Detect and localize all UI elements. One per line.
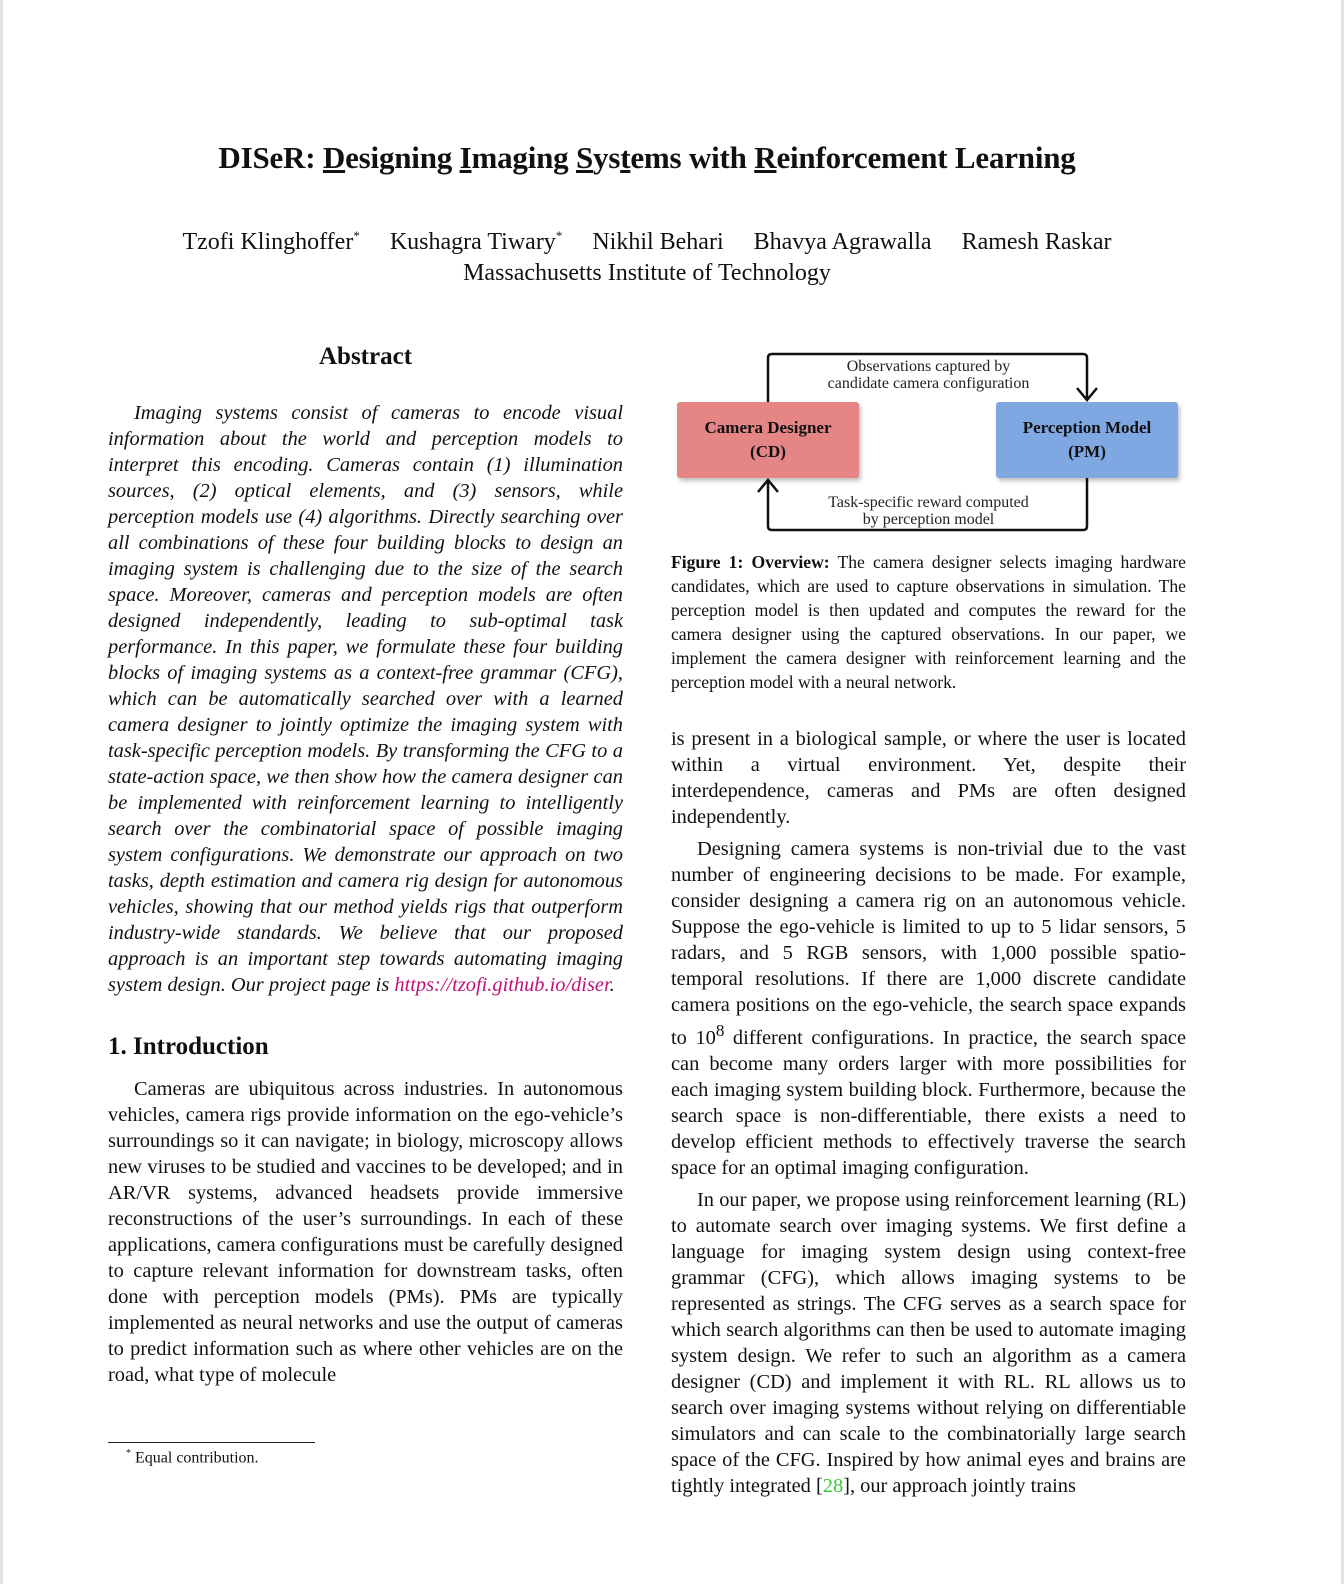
paragraph-proposal: In our paper, we propose using reinforcement learning (RL) to automate search over imaging systems. We first define a language for imaging system design using context-free grammar (CFG), which allows imaging systems to be represented as strings. The CFG serves as a search space for which search algorithms can then be used to automate imaging system design. We refer to such an algorithm as a camera designer (CD) and implement it with RL. RL allows us to search over imaging systems without relying on differentiable simulators and can scale to the combinatorially large search space of the CFG. Inspired by how animal eyes and brains are tightly integrated [28], our approach jointly trains <box>671 1188 1186 1497</box>
author: Kushagra Tiwary* <box>389 228 563 255</box>
footnote: * Equal contribution. <box>126 1448 259 1467</box>
abstract-heading: Abstract <box>318 343 413 370</box>
reward-label: Task-specific reward computed by perception model <box>828 494 1029 528</box>
project-page-link[interactable]: https://tzofi.github.io/diser <box>394 974 610 996</box>
continued-paragraph: is present in a biological sample, or where the user is located within a virtual environment. Yet, despite their interdependence, cameras and PMs are often designed independently. <box>671 728 1186 828</box>
author: Tzofi Klinghoffer* <box>182 228 360 255</box>
left-column <box>108 342 623 1394</box>
observations-label: Observations captured by candidate camera configuration <box>827 358 1030 392</box>
overview-figure <box>671 342 1186 532</box>
author: Bhavya Agrawalla <box>753 229 932 255</box>
paragraph-search-space: Designing camera systems is non-trivial due to the vast number of engineering decisions to be made. For example, consider designing a camera rig on an autonomous vehicle. Suppose the ego-vehicle is limited to up to 5 lidar sensors, 5 radars, and 5 RGB sensors, with 1,000 possible spatio-temporal resolutions. If there are 1,000 discrete candidate camera positions on the ego-vehicle, the search space expands to $10^8$ different configurations. In practice, the search space can become many orders larger with more possibilities for each imaging system building block. Furthermore, because the search space is non-differentiable, there exists a need to develop efficient methods to effectively traverse the search space for an optimal imaging configuration. <box>671 838 1186 1179</box>
figure-caption: Figure 1: Overview: The camera designer selects imaging hardware candidates, which are used to capture observations in simulation. The perception model is then updated and computes the reward for the camera designer using the captured observations. In our paper, we implement the camera designer with reinforcement learning and the perception model with a neural network. <box>671 552 1186 692</box>
author: Ramesh Raskar <box>961 229 1112 255</box>
abstract-body: Imaging systems consist of cameras to encode visual information about the world and perception models to interpret this encoding. Cameras contain (1) illumination sources, (2) optical elements, and (3) sensors, while perception models use (4) algorithms. Directly searching over all combinations of these four building blocks to design an imaging system is challenging due to the size of the search space. Moreover, cameras and perception models are often designed independently, leading to sub-optimal task performance. In this paper, we formulate these four building blocks of imaging systems as a context-free grammar (CFG), which can be automatically searched over with a learned camera designer to jointly optimize the imaging system with task-specific perception models. By transforming the CFG to a state-action space, we then show how the camera designer can be implemented with reinforcement learning to intelligently search over the combinatorial space of possible imaging system configurations. We demonstrate our approach on two tasks, depth estimation and camera rig design for autonomous vehicles, showing that our method yields rigs that outperform industry-wide standards. We believe that our proposed approach is an important step towards automating imaging system design. Our project page is https://tzofi.github.io/diser. <box>108 402 623 996</box>
introduction-heading: 1. Introduction <box>108 1033 269 1060</box>
affiliation: Massachusetts Institute of Technology <box>463 260 831 286</box>
introduction-paragraph: Cameras are ubiquitous across industries. In autonomous vehicles, camera rigs provide information on the ego-vehicle’s surroundings so it can navigate; in biology, microscopy allows new viruses to be studied and vaccines to be developed; and in AR/VR systems, advanced headsets provide immersive reconstructions of the user’s surroundings. In each of these applications, camera configurations must be carefully designed to capture relevant information for downstream tasks, often done with perception models (PMs). PMs are typically implemented as neural networks and use the output of cameras to predict information such as where other vehicles are on the road, what type of molecule <box>108 1078 623 1386</box>
right-column <box>671 342 1186 1505</box>
footnote-rule <box>108 1442 315 1443</box>
camera-designer-box: Camera Designer (CD) <box>677 402 859 478</box>
perception-model-box: Perception Model (PM) <box>996 402 1178 478</box>
author: Nikhil Behari <box>592 229 724 255</box>
citation-link[interactable]: 28 <box>822 1474 844 1497</box>
right-body-text <box>671 726 1186 1499</box>
paper-title: DISeR: Designing Imaging Systems with Reinforcement Learning <box>218 140 1076 175</box>
author-list <box>0 228 1294 256</box>
